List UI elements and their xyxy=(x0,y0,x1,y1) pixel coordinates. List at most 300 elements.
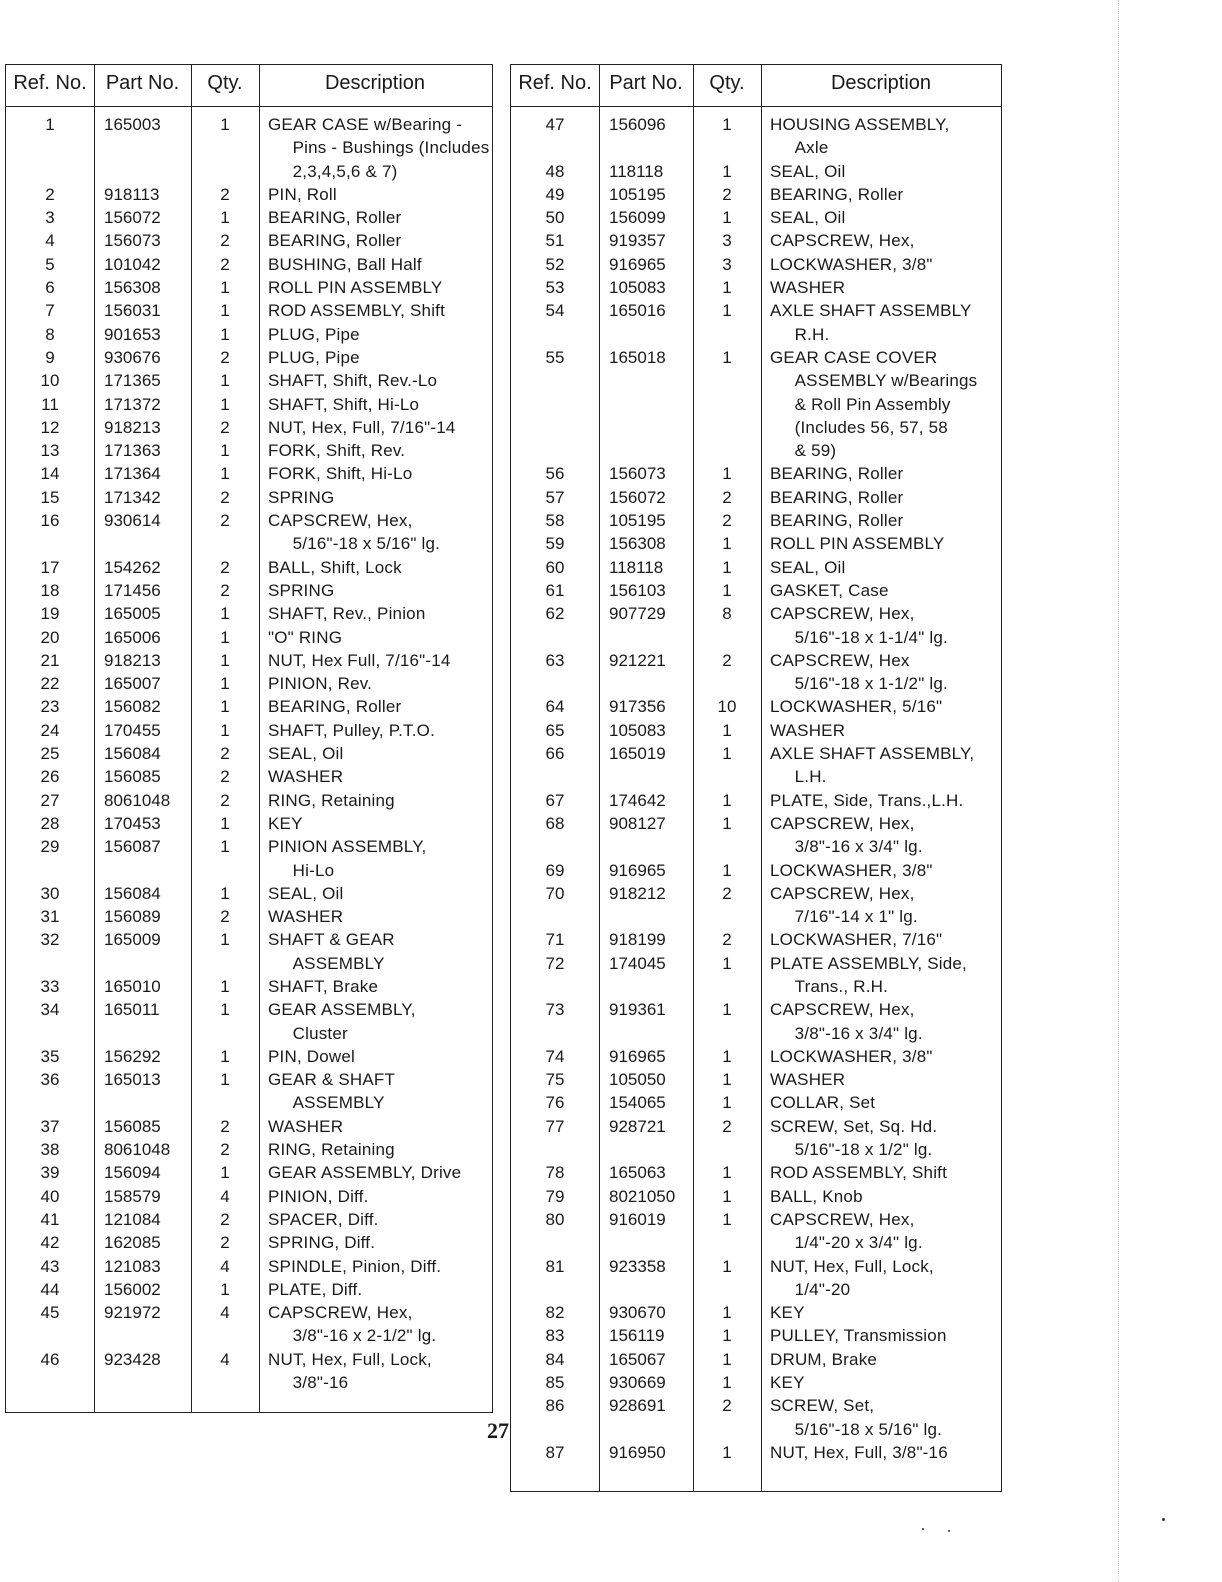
description-cell: 3/8"-16 x 3/4" lg. xyxy=(770,1023,923,1043)
ref-no-cell: 40 xyxy=(40,1186,60,1206)
ref-no-cell: 56 xyxy=(545,464,565,484)
ref-no-cell: 15 xyxy=(40,487,60,507)
ref-no-cell: 71 xyxy=(545,930,565,950)
qty-cell: 1 xyxy=(220,301,230,321)
qty-cell: 1 xyxy=(220,1046,230,1066)
table-row xyxy=(6,183,492,206)
part-no-cell xyxy=(599,439,693,462)
description-cell: CAPSCREW, Hex, xyxy=(770,231,915,251)
ref-no-cell xyxy=(511,416,599,439)
table-row xyxy=(511,765,1001,788)
qty-cell: 2 xyxy=(220,767,230,787)
description-cell: PLUG, Pipe xyxy=(268,347,360,367)
part-no-cell: 171372 xyxy=(104,394,161,414)
table-row xyxy=(6,905,492,928)
description-cell: 3/8"-16 xyxy=(268,1373,349,1393)
table-row xyxy=(511,346,1001,369)
description-cell: BEARING, Roller xyxy=(770,511,904,531)
part-no-cell: 919361 xyxy=(609,1000,666,1020)
table-row xyxy=(6,229,492,252)
margin-rule xyxy=(1118,0,1119,1582)
part-no-cell: 154065 xyxy=(609,1093,666,1113)
ref-no-cell: 27 xyxy=(40,790,60,810)
part-no-cell: 156103 xyxy=(609,580,666,600)
table-row xyxy=(511,183,1001,206)
qty-cell: 1 xyxy=(722,1442,732,1462)
description-cell: SPRING, Diff. xyxy=(268,1233,376,1253)
part-no-cell: 165005 xyxy=(104,604,161,624)
speck xyxy=(922,1528,924,1530)
ref-no-cell: 51 xyxy=(545,231,565,251)
ref-no-cell xyxy=(6,532,94,555)
qty-cell: 1 xyxy=(722,860,732,880)
ref-no-cell xyxy=(511,369,599,392)
part-no-cell: 918213 xyxy=(104,417,161,437)
table-row xyxy=(6,509,492,532)
ref-no-cell: 10 xyxy=(40,371,60,391)
part-no-cell: 156084 xyxy=(104,744,161,764)
description-cell: LOCKWASHER, 3/8" xyxy=(770,254,933,274)
part-no-cell: 156082 xyxy=(104,697,161,717)
part-no-cell: 171456 xyxy=(104,580,161,600)
page-number: 27 xyxy=(487,1418,509,1443)
table-row xyxy=(6,882,492,905)
qty-cell: 1 xyxy=(722,347,732,367)
description-cell: 1/4"-20 x 3/4" lg. xyxy=(770,1233,923,1253)
ref-no-cell xyxy=(511,1138,599,1161)
table-row xyxy=(6,1208,492,1231)
ref-no-cell xyxy=(511,393,599,416)
ref-no-cell: 39 xyxy=(40,1163,60,1183)
qty-cell: 2 xyxy=(220,347,230,367)
table-row xyxy=(6,928,492,951)
description-cell: SHAFT & GEAR xyxy=(268,930,395,950)
table-body-left xyxy=(6,113,492,1394)
table-row xyxy=(6,1138,492,1161)
ref-no-cell xyxy=(6,1022,94,1045)
description-cell: AXLE SHAFT ASSEMBLY xyxy=(770,301,972,321)
ref-no-cell: 26 xyxy=(40,767,60,787)
ref-no-cell: 24 xyxy=(40,720,60,740)
part-no-cell: 928721 xyxy=(609,1116,666,1136)
ref-no-cell xyxy=(511,672,599,695)
part-no-cell: 171363 xyxy=(104,441,161,461)
qty-cell xyxy=(191,160,259,183)
qty-cell xyxy=(693,905,761,928)
ref-no-cell: 52 xyxy=(545,254,565,274)
qty-cell: 2 xyxy=(722,930,732,950)
part-no-cell xyxy=(599,975,693,998)
qty-cell: 2 xyxy=(220,907,230,927)
table-row xyxy=(511,835,1001,858)
ref-no-cell: 65 xyxy=(545,720,565,740)
part-no-cell: 105050 xyxy=(609,1070,666,1090)
qty-cell: 1 xyxy=(722,557,732,577)
table-row xyxy=(6,1278,492,1301)
qty-cell: 2 xyxy=(220,1233,230,1253)
qty-cell xyxy=(693,672,761,695)
table-row xyxy=(511,253,1001,276)
qty-cell: 1 xyxy=(722,1209,732,1229)
qty-cell: 1 xyxy=(722,115,732,134)
table-row xyxy=(6,1371,492,1394)
table-row xyxy=(511,1208,1001,1231)
part-no-cell: 923428 xyxy=(104,1349,161,1369)
description-cell: LOCKWASHER, 3/8" xyxy=(770,860,933,880)
description-cell: SPACER, Diff. xyxy=(268,1209,379,1229)
qty-cell: 1 xyxy=(220,650,230,670)
part-no-cell: 165009 xyxy=(104,930,161,950)
description-cell: BEARING, Roller xyxy=(268,231,402,251)
description-cell: BUSHING, Ball Half xyxy=(268,254,422,274)
table-row xyxy=(6,765,492,788)
header-part-no: Part No. xyxy=(609,72,683,94)
ref-no-cell xyxy=(511,975,599,998)
header-qty: Qty. xyxy=(207,72,243,94)
header-ref-no: Ref. No. xyxy=(518,72,592,94)
part-no-cell: 8061048 xyxy=(104,790,171,810)
ref-no-cell: 19 xyxy=(40,604,60,624)
table-row xyxy=(511,486,1001,509)
table-row xyxy=(511,1394,1001,1417)
ref-no-cell: 36 xyxy=(40,1070,60,1090)
description-cell: & 59) xyxy=(770,441,837,461)
description-cell: 3/8"-16 x 2-1/2" lg. xyxy=(268,1326,437,1346)
ref-no-cell: 62 xyxy=(545,604,565,624)
ref-no-cell: 70 xyxy=(545,883,565,903)
table-row xyxy=(6,998,492,1021)
part-no-cell xyxy=(599,1418,693,1441)
description-cell: PINION, Rev. xyxy=(268,674,373,694)
description-cell: LOCKWASHER, 5/16" xyxy=(770,697,943,717)
ref-no-cell: 69 xyxy=(545,860,565,880)
part-no-cell: 156085 xyxy=(104,767,161,787)
qty-cell xyxy=(693,626,761,649)
qty-cell: 1 xyxy=(220,976,230,996)
part-no-cell xyxy=(599,835,693,858)
part-no-cell: 156094 xyxy=(104,1163,161,1183)
qty-cell: 2 xyxy=(220,511,230,531)
description-cell: CAPSCREW, Hex, xyxy=(268,1303,413,1323)
part-no-cell: 156308 xyxy=(104,278,161,298)
part-no-cell xyxy=(94,952,191,975)
table-row xyxy=(6,649,492,672)
parts-table-right xyxy=(510,64,1002,1492)
qty-cell: 1 xyxy=(220,674,230,694)
part-no-cell xyxy=(94,1371,191,1394)
description-cell: ROLL PIN ASSEMBLY xyxy=(770,534,945,554)
qty-cell: 1 xyxy=(220,324,230,344)
part-no-cell xyxy=(94,1324,191,1347)
description-cell: CAPSCREW, Hex, xyxy=(770,883,915,903)
part-no-cell: 156096 xyxy=(609,115,666,134)
table-row xyxy=(511,928,1001,951)
ref-no-cell: 8 xyxy=(45,324,55,344)
description-cell: LOCKWASHER, 3/8" xyxy=(770,1046,933,1066)
qty-cell: 2 xyxy=(220,184,230,204)
table-row xyxy=(511,905,1001,928)
description-cell: NUT, Hex Full, 7/16"-14 xyxy=(268,650,451,670)
description-cell: (Includes 56, 57, 58 xyxy=(770,417,948,437)
part-no-cell: 156087 xyxy=(104,837,161,857)
part-no-cell xyxy=(599,1022,693,1045)
qty-cell: 1 xyxy=(220,697,230,717)
table-row xyxy=(511,952,1001,975)
table-row xyxy=(511,1045,1001,1068)
description-cell: PLATE ASSEMBLY, Side, xyxy=(770,953,967,973)
part-no-cell: 918212 xyxy=(609,883,666,903)
qty-cell: 1 xyxy=(722,1326,732,1346)
ref-no-cell xyxy=(511,765,599,788)
qty-cell: 1 xyxy=(722,580,732,600)
qty-cell: 1 xyxy=(220,1070,230,1090)
part-no-cell xyxy=(599,765,693,788)
qty-cell: 2 xyxy=(722,487,732,507)
ref-no-cell xyxy=(6,1324,94,1347)
ref-no-cell: 74 xyxy=(545,1046,565,1066)
qty-cell xyxy=(693,136,761,159)
description-cell: NUT, Hex, Full, 3/8"-16 xyxy=(770,1442,948,1462)
ref-no-cell: 84 xyxy=(545,1349,565,1369)
table-row xyxy=(511,532,1001,555)
table-row xyxy=(511,160,1001,183)
qty-cell: 3 xyxy=(722,231,732,251)
part-no-cell: 916019 xyxy=(609,1209,666,1229)
part-no-cell xyxy=(94,1022,191,1045)
table-row xyxy=(6,1022,492,1045)
qty-cell xyxy=(693,1418,761,1441)
description-cell: ROLL PIN ASSEMBLY xyxy=(268,278,443,298)
table-row xyxy=(511,369,1001,392)
part-no-cell: 118118 xyxy=(609,161,664,181)
part-no-cell: 156031 xyxy=(104,301,161,321)
qty-cell xyxy=(693,1138,761,1161)
description-cell: GASKET, Case xyxy=(770,580,889,600)
description-cell: CAPSCREW, Hex, xyxy=(770,604,915,624)
ref-no-cell: 31 xyxy=(40,907,60,927)
table-row xyxy=(511,556,1001,579)
ref-no-cell: 86 xyxy=(545,1396,565,1416)
description-cell: PULLEY, Transmission xyxy=(770,1326,947,1346)
table-row xyxy=(511,462,1001,485)
table-row xyxy=(6,672,492,695)
ref-no-cell: 60 xyxy=(545,557,565,577)
part-no-cell xyxy=(599,626,693,649)
qty-cell: 2 xyxy=(220,1140,230,1160)
qty-cell: 1 xyxy=(220,441,230,461)
ref-no-cell xyxy=(511,905,599,928)
description-cell: & Roll Pin Assembly xyxy=(770,394,951,414)
parts-table-left xyxy=(5,64,493,1413)
part-no-cell: 105083 xyxy=(609,278,666,298)
table-row xyxy=(511,509,1001,532)
description-cell: PIN, Roll xyxy=(268,184,337,204)
qty-cell: 1 xyxy=(220,1163,230,1183)
table-row xyxy=(511,1418,1001,1441)
description-cell: SEAL, Oil xyxy=(268,883,344,903)
description-cell: ASSEMBLY xyxy=(268,953,385,973)
table-row xyxy=(511,859,1001,882)
qty-cell: 1 xyxy=(722,790,732,810)
ref-no-cell: 66 xyxy=(545,744,565,764)
qty-cell: 1 xyxy=(220,627,230,647)
ref-no-cell: 29 xyxy=(40,837,60,857)
part-no-cell: 923358 xyxy=(609,1256,666,1276)
table-row xyxy=(6,556,492,579)
qty-cell: 4 xyxy=(220,1186,230,1206)
qty-cell: 1 xyxy=(220,604,230,624)
ref-no-cell: 50 xyxy=(545,208,565,228)
description-cell: GEAR CASE COVER xyxy=(770,347,938,367)
ref-no-cell: 81 xyxy=(545,1256,565,1276)
qty-cell: 1 xyxy=(722,534,732,554)
table-row xyxy=(6,1255,492,1278)
part-no-cell: 156072 xyxy=(104,208,161,228)
ref-no-cell: 75 xyxy=(545,1070,565,1090)
part-no-cell: 156002 xyxy=(104,1279,161,1299)
ref-no-cell: 4 xyxy=(45,231,55,251)
description-cell: 5/16"-18 x 5/16" lg. xyxy=(770,1419,943,1439)
description-cell: SCREW, Set, xyxy=(770,1396,875,1416)
qty-cell xyxy=(191,136,259,159)
qty-cell xyxy=(191,1091,259,1114)
description-cell: BEARING, Roller xyxy=(268,697,402,717)
part-no-cell xyxy=(94,532,191,555)
ref-no-cell xyxy=(6,1091,94,1114)
part-no-cell: 921972 xyxy=(104,1303,161,1323)
table-row xyxy=(511,882,1001,905)
description-cell: BEARING, Roller xyxy=(268,208,402,228)
part-no-cell: 156089 xyxy=(104,907,161,927)
table-row xyxy=(6,579,492,602)
ref-no-cell: 1 xyxy=(45,115,55,134)
part-no-cell xyxy=(94,160,191,183)
part-no-cell xyxy=(599,905,693,928)
table-row xyxy=(6,299,492,322)
description-cell: SEAL, Oil xyxy=(268,744,344,764)
table-row xyxy=(6,532,492,555)
part-no-cell: 917356 xyxy=(609,697,666,717)
qty-cell: 1 xyxy=(722,1303,732,1323)
description-cell: BEARING, Roller xyxy=(770,184,904,204)
part-no-cell: 165013 xyxy=(104,1070,161,1090)
qty-cell: 2 xyxy=(220,557,230,577)
ref-no-cell xyxy=(6,136,94,159)
ref-no-cell: 48 xyxy=(545,161,565,181)
qty-cell: 8 xyxy=(722,604,732,624)
qty-cell: 1 xyxy=(220,115,230,134)
ref-no-cell: 32 xyxy=(40,930,60,950)
description-cell: Cluster xyxy=(268,1023,348,1043)
part-no-cell: 171365 xyxy=(104,371,161,391)
ref-no-cell xyxy=(511,1278,599,1301)
qty-cell xyxy=(191,1371,259,1394)
qty-cell: 1 xyxy=(220,278,230,298)
qty-cell: 1 xyxy=(722,208,732,228)
qty-cell: 1 xyxy=(220,883,230,903)
part-no-cell xyxy=(94,136,191,159)
table-row xyxy=(511,276,1001,299)
qty-cell xyxy=(191,532,259,555)
qty-cell: 4 xyxy=(220,1349,230,1369)
qty-cell: 1 xyxy=(722,1163,732,1183)
description-cell: Pins - Bushings (Includes xyxy=(268,138,490,158)
ref-no-cell: 35 xyxy=(40,1046,60,1066)
part-no-cell xyxy=(94,1091,191,1114)
table-row xyxy=(6,626,492,649)
table-row xyxy=(511,975,1001,998)
table-row xyxy=(511,1301,1001,1324)
qty-cell: 1 xyxy=(220,371,230,391)
qty-cell: 10 xyxy=(717,697,737,717)
qty-cell: 1 xyxy=(722,1349,732,1369)
description-cell: NUT, Hex, Full, Lock, xyxy=(770,1256,934,1276)
description-cell: SEAL, Oil xyxy=(770,557,846,577)
part-no-cell: 165007 xyxy=(104,674,161,694)
table-row xyxy=(511,136,1001,159)
ref-no-cell: 6 xyxy=(45,278,55,298)
part-no-cell: 156099 xyxy=(609,208,666,228)
qty-cell: 1 xyxy=(722,953,732,973)
qty-cell: 1 xyxy=(722,744,732,764)
part-no-cell: 156292 xyxy=(104,1046,161,1066)
table-row xyxy=(6,1301,492,1324)
part-no-cell: 170453 xyxy=(104,813,161,833)
description-cell: SHAFT, Brake xyxy=(268,976,379,996)
table-body-right xyxy=(511,113,1001,1464)
part-no-cell: 916965 xyxy=(609,1046,666,1066)
qty-cell xyxy=(693,416,761,439)
part-no-cell: 105195 xyxy=(609,511,666,531)
table-row xyxy=(6,742,492,765)
part-no-cell: 916950 xyxy=(609,1442,666,1462)
qty-cell: 1 xyxy=(722,1046,732,1066)
qty-cell xyxy=(693,835,761,858)
description-cell: GEAR CASE w/Bearing - xyxy=(268,115,463,134)
part-no-cell: 918113 xyxy=(104,184,160,204)
table-row xyxy=(511,1138,1001,1161)
table-row xyxy=(6,1185,492,1208)
table-row xyxy=(6,952,492,975)
part-no-cell: 921221 xyxy=(609,650,666,670)
qty-cell: 4 xyxy=(220,1256,230,1276)
ref-no-cell: 25 xyxy=(40,744,60,764)
table-row xyxy=(511,1185,1001,1208)
description-cell: NUT, Hex, Full, Lock, xyxy=(268,1349,432,1369)
qty-cell xyxy=(191,859,259,882)
ref-no-cell: 16 xyxy=(40,511,60,531)
description-cell: 1/4"-20 xyxy=(770,1279,851,1299)
table-row xyxy=(6,1324,492,1347)
ref-no-cell xyxy=(511,136,599,159)
ref-no-cell: 79 xyxy=(545,1186,565,1206)
qty-cell: 1 xyxy=(220,930,230,950)
description-cell: SCREW, Set, Sq. Hd. xyxy=(770,1116,938,1136)
description-cell: WASHER xyxy=(770,1070,846,1090)
description-cell: 5/16"-18 x 1-1/2" lg. xyxy=(770,674,948,694)
ref-no-cell: 43 xyxy=(40,1256,60,1276)
part-no-cell: 8061048 xyxy=(104,1140,171,1160)
ref-no-cell: 11 xyxy=(41,394,59,414)
table-row xyxy=(6,1231,492,1254)
table-row xyxy=(6,160,492,183)
qty-cell xyxy=(693,369,761,392)
ref-no-cell: 67 xyxy=(545,790,565,810)
part-no-cell: 121083 xyxy=(104,1256,161,1276)
part-no-cell: 156073 xyxy=(609,464,666,484)
qty-cell: 1 xyxy=(722,278,732,298)
ref-no-cell xyxy=(6,160,94,183)
